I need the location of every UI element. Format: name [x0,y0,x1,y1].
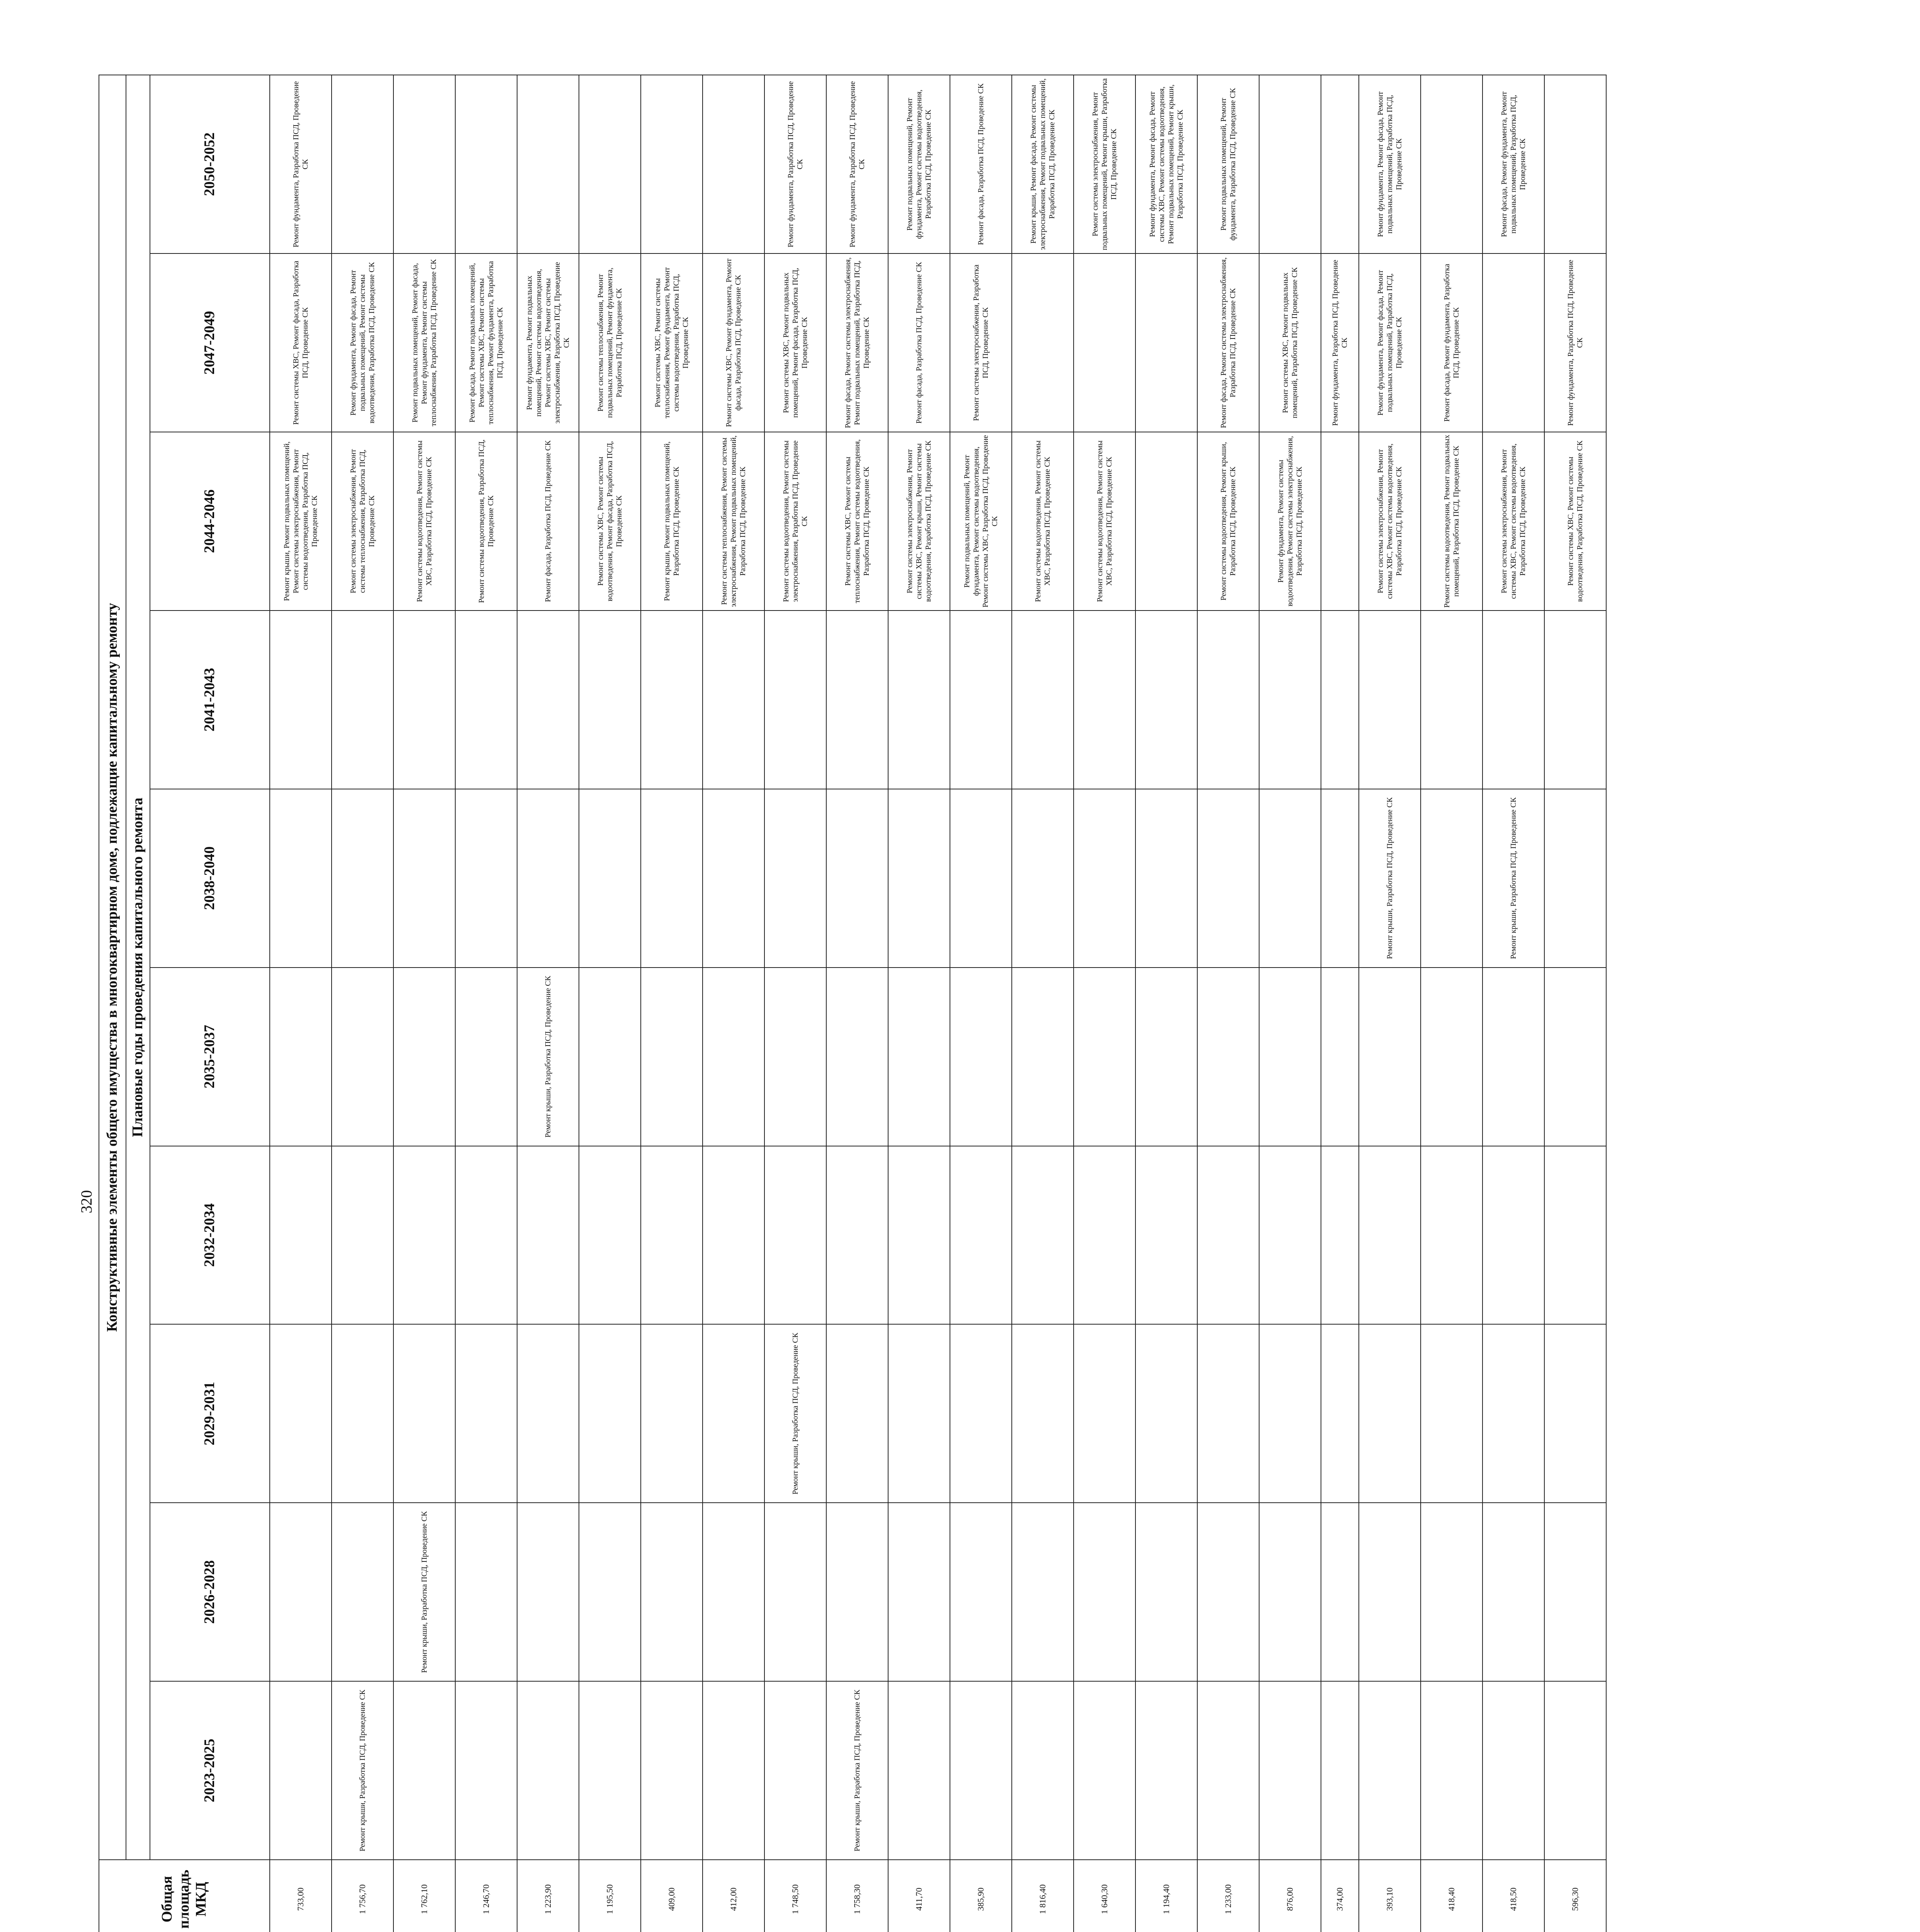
cell-repair-period: Ремонт фундамента, Разработка ПСД, Проведение СК [270,75,332,253]
table-row [579,75,641,1932]
cell-repair-period: Ремонт фасада, Ремонт фундамента, Разработка ПСД, Проведение СК [1421,253,1483,432]
cell-repair-period: Ремонт системы водоотведения, Ремонт системы ХВС, Разработка ПСД, Проведение СК [1012,432,1074,611]
cell-repair-period [455,1324,517,1503]
table-row [1012,75,1074,1932]
cell-repair-period [393,1681,455,1860]
cell-repair-period [950,611,1012,789]
cell-repair-period [455,1681,517,1860]
cell-repair-period [1074,1503,1135,1681]
page-number: 320 [78,1190,95,1213]
cell-repair-period [1135,1324,1197,1503]
table-row [393,75,455,1932]
cell-area: 1 762,10 [393,1860,455,1932]
cell-repair-period: Ремонт крыши, Разработка ПСД, Проведение СК [1359,789,1421,968]
header-period: 2044-2046 [150,432,270,611]
cell-repair-period [703,1503,764,1681]
cell-repair-period [517,1681,579,1860]
cell-repair-period [1483,1503,1544,1681]
cell-repair-period [1421,1503,1483,1681]
cell-repair-period [641,1681,703,1860]
cell-repair-period: Ремонт крыши, Разработка ПСД, Проведение СК [826,1681,888,1860]
table-row [1197,75,1259,1932]
cell-repair-period [1359,1503,1421,1681]
cell-repair-period [764,789,826,968]
cell-repair-period [1259,1503,1321,1681]
header-period: 2026-2028 [150,1503,270,1681]
cell-repair-period [1012,789,1074,968]
cell-repair-period [270,1324,332,1503]
table-row [332,75,393,1932]
cell-repair-period [1012,1681,1074,1860]
cell-repair-period [1321,789,1359,968]
cell-repair-period [888,1324,950,1503]
cell-repair-period [579,1324,641,1503]
cell-repair-period [517,75,579,253]
cell-repair-period [1421,611,1483,789]
cell-repair-period [950,1324,1012,1503]
cell-repair-period [1359,1146,1421,1325]
cell-repair-period: Ремонт фасада, Разработка ПСД, Проведение СК [517,432,579,611]
cell-repair-period [641,1503,703,1681]
cell-repair-period [703,1146,764,1325]
header-period: 2041-2043 [150,611,270,789]
cell-repair-period [1012,968,1074,1146]
cell-repair-period [332,75,393,253]
cell-repair-period [1544,968,1606,1146]
cell-area: 1 246,70 [455,1860,517,1932]
cell-repair-period: Ремонт системы водоотведения, Разработка ПСД, Проведение СК [455,432,517,611]
cell-repair-period: Ремонт системы электроснабжения, Ремонт системы ХВС, Ремонт системы водоотведения, Разработка ПСД, Проведение СК [1359,432,1421,611]
cell-repair-period: Ремонт системы теплоснабжения, Ремонт системы электроснабжения, Ремонт подвальных помещений, Разработка ПСД, Проведение СК [703,432,764,611]
cell-repair-period [1074,789,1135,968]
table-row [1483,75,1544,1932]
cell-repair-period [888,1503,950,1681]
cell-repair-period [1259,968,1321,1146]
cell-repair-period [332,1503,393,1681]
cell-repair-period [1321,432,1359,611]
cell-repair-period: Ремонт системы ХВС, Ремонт системы теплоснабжения, Ремонт системы водоотведения, Разработка ПСД, Проведение СК [826,432,888,611]
cell-area: 385,90 [950,1860,1012,1932]
cell-repair-period: Ремонт подвальных помещений, Ремонт фундамента, Разработка ПСД, Проведение СК [1197,75,1259,253]
cell-area: 411,70 [888,1860,950,1932]
cell-repair-period [641,1146,703,1325]
cell-repair-period [332,1324,393,1503]
cell-repair-period [332,611,393,789]
cell-repair-period [1421,1324,1483,1503]
cell-repair-period [1012,1503,1074,1681]
cell-repair-period [826,968,888,1146]
header-area: Общая площадь МКД [99,1860,270,1932]
cell-repair-period [579,611,641,789]
cell-repair-period [1321,968,1359,1146]
cell-repair-period [455,968,517,1146]
cell-repair-period [1359,1324,1421,1503]
cell-area: 374,00 [1321,1860,1359,1932]
cell-repair-period [517,611,579,789]
cell-repair-period: Ремонт фасада, Ремонт фундамента, Ремонт подвальных помещений, Разработка ПСД, Проведение СК [1483,75,1544,253]
cell-repair-period [1197,1146,1259,1325]
cell-repair-period [950,1681,1012,1860]
table-row [517,75,579,1932]
cell-repair-period [579,968,641,1146]
cell-repair-period [1135,968,1197,1146]
header-period: 2047-2049 [150,253,270,432]
cell-repair-period: Ремонт крыши, Разработка ПСД, Проведение СК [332,1681,393,1860]
cell-repair-period: Ремонт крыши, Ремонт подвальных помещений, Ремонт системы электроснабжения, Ремонт системы водоотведения, Разработка ПСД, Проведение СК [270,432,332,611]
cell-repair-period [764,968,826,1146]
table-row [950,75,1012,1932]
cell-repair-period [1483,1681,1544,1860]
cell-repair-period: Ремонт фасада, Ремонт подвальных помещений, Ремонт системы ХВС, Ремонт системы теплоснабжения, Ремонт фундамента, Разработка ПСД, Проведение СК [455,253,517,432]
cell-repair-period [1544,1146,1606,1325]
table-row [1544,75,1606,1932]
cell-repair-period: Ремонт фундамента, Разработка ПСД, Проведение СК [1321,253,1359,432]
cell-repair-period [1012,1146,1074,1325]
cell-repair-period: Ремонт системы электроснабжения, Ремонт системы ХВС, Ремонт крыши, Ремонт системы водоотведения, Разработка ПСД, Проведение СК [888,432,950,611]
cell-repair-period [764,1681,826,1860]
cell-area: 393,10 [1359,1860,1421,1932]
cell-repair-period [579,1146,641,1325]
cell-repair-period [1135,611,1197,789]
cell-repair-period [1321,1324,1359,1503]
table-row [1359,75,1421,1932]
table-row [1135,75,1197,1932]
cell-repair-period [579,75,641,253]
cell-repair-period [270,968,332,1146]
table-row [641,75,703,1932]
cell-repair-period: Ремонт системы электроснабжения, Разработка ПСД, Проведение СК [950,253,1012,432]
cell-repair-period: Ремонт системы водоотведения, Ремонт системы электроснабжения, Разработка ПСД, Проведение СК [764,432,826,611]
cell-repair-period [1483,611,1544,789]
header-period: 2035-2037 [150,968,270,1146]
repair-schedule-table [99,75,1607,1932]
cell-repair-period [455,1146,517,1325]
cell-repair-period [1483,1146,1544,1325]
cell-repair-period: Ремонт системы водоотведения, Ремонт крыши, Разработка ПСД, Проведение СК [1197,432,1259,611]
cell-repair-period [1135,1681,1197,1860]
cell-repair-period [1421,1146,1483,1325]
cell-repair-period [888,1146,950,1325]
cell-repair-period [1074,968,1135,1146]
cell-repair-period [1359,611,1421,789]
cell-repair-period: Ремонт системы ХВС, Ремонт системы водоотведения, Ремонт фасада, Разработка ПСД, Проведение СК [579,432,641,611]
cell-repair-period: Ремонт системы водоотведения, Ремонт системы ХВС, Разработка ПСД, Проведение СК [1074,432,1135,611]
header-period: 2032-2034 [150,1146,270,1325]
cell-area: 1 640,30 [1074,1860,1135,1932]
cell-repair-period: Ремонт системы ХВС, Ремонт подвальных помещений, Разработка ПСД, Проведение СК [1259,253,1321,432]
cell-repair-period [1135,253,1197,432]
cell-repair-period [1321,611,1359,789]
table-row [703,75,764,1932]
cell-repair-period [455,1503,517,1681]
cell-repair-period [270,1146,332,1325]
cell-area: 1 816,40 [1012,1860,1074,1932]
table-row [270,75,332,1932]
cell-repair-period [764,1503,826,1681]
cell-repair-period [1321,1503,1359,1681]
cell-repair-period: Ремонт системы электроснабжения, Ремонт подвальных помещений, Ремонт крыши, Разработка ПСД, Проведение СК [1074,75,1135,253]
cell-repair-period [1012,1324,1074,1503]
cell-repair-period: Ремонт фундамента, Ремонт подвальных помещений, Ремонт системы водоотведения, Ремонт системы ХВС, Ремонт системы электроснабжения, Разработка ПСД, Проведение СК [517,253,579,432]
cell-repair-period [641,611,703,789]
cell-repair-period: Ремонт системы водоотведения, Ремонт подвальных помещений, Разработка ПСД, Проведение СК [1421,432,1483,611]
cell-repair-period [1259,75,1321,253]
cell-repair-period [1074,1324,1135,1503]
cell-repair-period: Ремонт крыши, Ремонт фасада, Ремонт системы электроснабжения, Ремонт подвальных помещений, Разработка ПСД, Проведение СК [1012,75,1074,253]
cell-area: 1 756,70 [332,1860,393,1932]
cell-repair-period [1259,611,1321,789]
cell-repair-period [393,611,455,789]
cell-repair-period: Ремонт крыши, Разработка ПСД, Проведение СК [517,968,579,1146]
cell-repair-period [1259,1681,1321,1860]
cell-repair-period [1544,75,1606,253]
header-subgroup-title: Плановые годы проведения капитального ремонта [126,75,150,1860]
table-row [455,75,517,1932]
cell-repair-period: Ремонт фундамента, Ремонт системы водоотведения, Ремонт системы электроснабжения, Разработка ПСД, Проведение СК [1259,432,1321,611]
cell-repair-period: Ремонт фасада, Разработка ПСД, Проведение СК [950,75,1012,253]
cell-repair-period: Ремонт системы ХВС, Ремонт системы водоотведения, Разработка ПСД, Проведение СК [1544,432,1606,611]
cell-repair-period [1259,1324,1321,1503]
cell-repair-period [270,611,332,789]
header-period: 2038-2040 [150,789,270,968]
cell-repair-period: Ремонт фундамента, Разработка ПСД, Проведение СК [764,75,826,253]
cell-repair-period [393,1324,455,1503]
cell-repair-period [1012,253,1074,432]
cell-repair-period: Ремонт крыши, Разработка ПСД, Проведение СК [393,1503,455,1681]
cell-repair-period [764,611,826,789]
cell-repair-period [826,789,888,968]
cell-repair-period [579,789,641,968]
cell-repair-period: Ремонт фасада, Разработка ПСД, Проведение СК [888,253,950,432]
table-row [764,75,826,1932]
cell-repair-period: Ремонт фундамента, Ремонт фасада, Ремонт подвальных помещений, Ремонт системы водоотведения, Разработка ПСД, Проведение СК [332,253,393,432]
cell-repair-period [1074,611,1135,789]
cell-repair-period: Ремонт фундамента, Ремонт фасада, Ремонт системы ХВС, Ремонт системы водоотведения, Ремонт подвальных помещений, Ремонт крыши, Разработка ПСД, Проведение СК [1135,75,1197,253]
cell-area: 409,00 [641,1860,703,1932]
cell-area: 1 223,90 [517,1860,579,1932]
cell-repair-period: Ремонт системы ХВС, Ремонт фундамента, Ремонт фасада, Разработка ПСД, Проведение СК [703,253,764,432]
cell-repair-period [1483,253,1544,432]
cell-repair-period: Ремонт фундамента, Разработка ПСД, Проведение СК [1544,253,1606,432]
cell-repair-period [1421,968,1483,1146]
cell-repair-period [950,1503,1012,1681]
cell-repair-period [703,968,764,1146]
cell-repair-period: Ремонт системы электроснабжения, Ремонт системы ХВС, Ремонт системы водоотведения, Разработка ПСД, Проведение СК [1483,432,1544,611]
cell-repair-period [517,1503,579,1681]
cell-repair-period [393,1146,455,1325]
cell-repair-period [1259,1146,1321,1325]
cell-repair-period [764,1146,826,1325]
cell-repair-period: Ремонт системы ХВС, Ремонт системы теплоснабжения, Ремонт фундамента, Ремонт системы водоотведения, Разработка ПСД, Проведение СК [641,253,703,432]
cell-repair-period: Ремонт фундамента, Ремонт фасада, Ремонт подвальных помещений, Разработка ПСД, Проведение СК [1359,75,1421,253]
cell-repair-period [1197,789,1259,968]
cell-repair-period [517,1146,579,1325]
cell-repair-period [332,1146,393,1325]
cell-area: 1 195,50 [579,1860,641,1932]
cell-repair-period [826,611,888,789]
cell-repair-period [641,968,703,1146]
table-row [888,75,950,1932]
cell-repair-period [888,611,950,789]
cell-repair-period [1544,611,1606,789]
cell-repair-period: Ремонт фасада, Ремонт системы электроснабжения, Разработка ПСД, Проведение СК [1197,253,1259,432]
header-period: 2023-2025 [150,1681,270,1860]
cell-repair-period [1197,968,1259,1146]
cell-repair-period [641,789,703,968]
cell-area: 418,50 [1483,1860,1544,1932]
cell-repair-period [332,968,393,1146]
cell-repair-period [703,789,764,968]
cell-repair-period [1421,75,1483,253]
cell-repair-period: Ремонт системы электроснабжения, Ремонт системы теплоснабжения, Разработка ПСД, Проведение СК [332,432,393,611]
cell-repair-period [393,968,455,1146]
cell-repair-period: Ремонт подвальных помещений, Ремонт фасада, Ремонт фундамента, Ремонт системы теплоснабжения, Разработка ПСД, Проведение СК [393,253,455,432]
table-row [826,75,888,1932]
cell-repair-period: Ремонт фундамента, Ремонт фасада, Ремонт подвальных помещений, Разработка ПСД, Проведение СК [1359,253,1421,432]
cell-repair-period [517,789,579,968]
cell-repair-period: Ремонт крыши, Разработка ПСД, Проведение СК [1483,789,1544,968]
cell-repair-period [826,1503,888,1681]
cell-repair-period [703,75,764,253]
cell-repair-period [393,75,455,253]
cell-repair-period [1483,1324,1544,1503]
cell-area: 733,00 [270,1860,332,1932]
cell-repair-period: Ремонт фундамента, Разработка ПСД, Проведение СК [826,75,888,253]
cell-repair-period [1421,789,1483,968]
cell-repair-period [641,1324,703,1503]
cell-repair-period [1012,611,1074,789]
cell-repair-period [332,789,393,968]
cell-repair-period [1359,968,1421,1146]
cell-repair-period [1483,968,1544,1146]
cell-area: 596,30 [1544,1860,1606,1932]
cell-repair-period [888,789,950,968]
cell-repair-period [455,789,517,968]
header-group-title: Конструктивные элементы общего имущества в многоквартирном доме, подлежащие капитальному ремонту [99,75,126,1860]
cell-repair-period [1197,1324,1259,1503]
cell-repair-period [1544,1503,1606,1681]
cell-repair-period [1197,611,1259,789]
table-row [1259,75,1321,1932]
cell-repair-period [1321,1681,1359,1860]
cell-repair-period [1544,789,1606,968]
cell-repair-period [1321,1146,1359,1325]
cell-repair-period [950,1146,1012,1325]
cell-repair-period [579,1503,641,1681]
cell-area: 1 233,00 [1197,1860,1259,1932]
cell-repair-period: Ремонт системы ХВС, Ремонт подвальных помещений, Ремонт фасада, Разработка ПСД, Проведение СК [764,253,826,432]
cell-repair-period: Ремонт крыши, Ремонт подвальных помещений, Разработка ПСД, Проведение СК [641,432,703,611]
cell-repair-period [703,1324,764,1503]
cell-repair-period [1197,1681,1259,1860]
cell-repair-period [517,1324,579,1503]
cell-repair-period: Ремонт системы водоотведения, Ремонт системы ХВС, Разработка ПСД, Проведение СК [393,432,455,611]
cell-repair-period [455,611,517,789]
cell-repair-period [703,1681,764,1860]
cell-repair-period: Ремонт подвальных помещений, Ремонт фундамента, Ремонт системы водоотведения, Разработка ПСД, Проведение СК [888,75,950,253]
cell-repair-period [393,789,455,968]
cell-repair-period [1544,1681,1606,1860]
cell-repair-period [1135,1146,1197,1325]
cell-area: 876,00 [1259,1860,1321,1932]
table-row [1421,75,1483,1932]
cell-area: 418,40 [1421,1860,1483,1932]
cell-repair-period [1135,789,1197,968]
cell-repair-period [1074,253,1135,432]
cell-repair-period: Ремонт подвальных помещений, Ремонт фундамента, Ремонт системы водоотведения, Ремонт системы ХВС, Разработка ПСД, Проведение СК [950,432,1012,611]
cell-repair-period [950,789,1012,968]
header-period: 2029-2031 [150,1324,270,1503]
cell-repair-period [826,1146,888,1325]
cell-repair-period [1321,75,1359,253]
cell-repair-period [888,1681,950,1860]
cell-area: 1 758,30 [826,1860,888,1932]
cell-repair-period [579,1681,641,1860]
cell-repair-period: Ремонт фасада, Ремонт системы электроснабжения, Ремонт подвальных помещений, Разработка ПСД, Проведение СК [826,253,888,432]
cell-repair-period [455,75,517,253]
cell-repair-period [1421,1681,1483,1860]
cell-repair-period [1544,1324,1606,1503]
cell-repair-period [1135,1503,1197,1681]
cell-repair-period [1359,1681,1421,1860]
cell-repair-period [888,968,950,1146]
cell-repair-period [270,1503,332,1681]
cell-repair-period [950,968,1012,1146]
cell-repair-period: Ремонт крыши, Разработка ПСД, Проведение СК [764,1324,826,1503]
cell-repair-period [270,1681,332,1860]
cell-repair-period [1197,1503,1259,1681]
cell-repair-period [1074,1146,1135,1325]
table-row [1074,75,1135,1932]
cell-repair-period: Ремонт системы теплоснабжения, Ремонт подвальных помещений, Ремонт фундамента, Разработка ПСД, Проведение СК [579,253,641,432]
cell-repair-period [270,789,332,968]
table-row [1321,75,1359,1932]
cell-area: 1 748,50 [764,1860,826,1932]
cell-repair-period [1135,432,1197,611]
cell-repair-period [641,75,703,253]
cell-repair-period [1259,789,1321,968]
header-period: 2050-2052 [150,75,270,253]
cell-repair-period [1074,1681,1135,1860]
cell-repair-period [703,611,764,789]
cell-repair-period [826,1324,888,1503]
cell-area: 412,00 [703,1860,764,1932]
cell-repair-period: Ремонт системы ХВС, Ремонт фасада, Разработка ПСД, Проведение СК [270,253,332,432]
cell-area: 1 194,40 [1135,1860,1197,1932]
